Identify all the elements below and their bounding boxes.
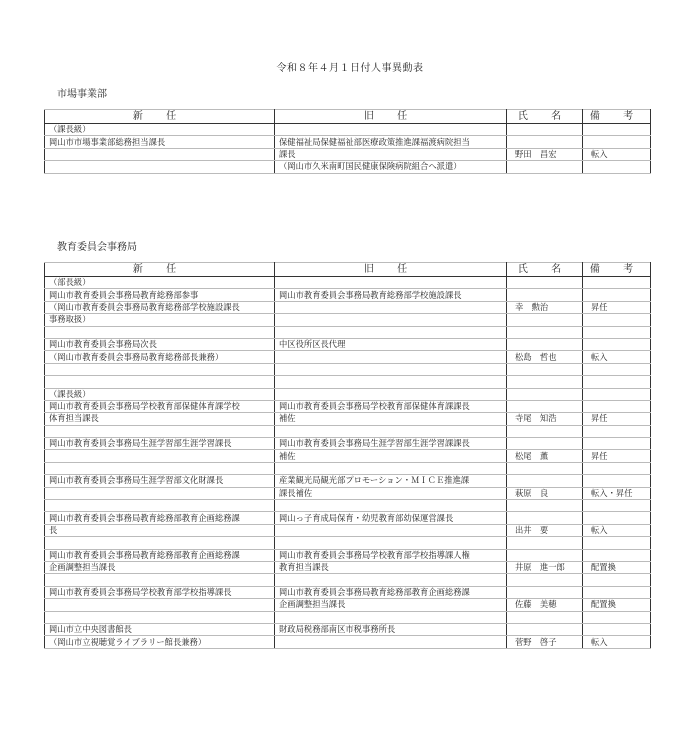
cell-old-position: 岡山市教育委員会事務局学校教育部学校指導課人権: [275, 549, 507, 561]
cell-note: [583, 161, 651, 173]
cell-new-position: [45, 363, 275, 375]
table-row: [45, 512, 651, 524]
cell-old-position: [275, 425, 507, 437]
cell-name: 出井 要: [507, 524, 583, 536]
table-row: [45, 148, 651, 160]
cell-new-position: [45, 376, 275, 388]
cell-note: [583, 574, 651, 586]
cell-new-position: （課長級）: [45, 388, 275, 400]
cell-new-position: [45, 487, 275, 499]
cell-new-position: [45, 450, 275, 462]
table-row: [45, 611, 651, 623]
cell-old-position: [275, 500, 507, 512]
cell-old-position: 岡山市教育委員会事務局教育総務部学校施設課長: [275, 289, 507, 301]
cell-note: [583, 289, 651, 301]
cell-new-position: 長: [45, 524, 275, 536]
cell-old-position: [275, 351, 507, 363]
table-row: [45, 586, 651, 598]
cell-old-position: 中区役所区長代理: [275, 338, 507, 350]
cell-note: 配置換: [583, 561, 651, 573]
cell-note: [583, 400, 651, 412]
cell-old-position: 補佐: [275, 450, 507, 462]
table-row: [45, 475, 651, 487]
table-row: [45, 438, 651, 450]
cell-name: [507, 289, 583, 301]
personnel-table-education: [44, 262, 651, 649]
table-row: [45, 388, 651, 400]
cell-new-position: 岡山市教育委員会事務局次長: [45, 338, 275, 350]
cell-note: [583, 623, 651, 635]
cell-new-position: [45, 537, 275, 549]
cell-name: [507, 376, 583, 388]
cell-note: [583, 124, 651, 136]
cell-note: 昇任: [583, 413, 651, 425]
section-title-market: 市場事業部: [57, 89, 107, 100]
cell-note: [583, 388, 651, 400]
cell-new-position: [45, 611, 275, 623]
cell-new-position: 岡山市教育委員会事務局生涯学習部生涯学習課長: [45, 438, 275, 450]
table-row: [45, 487, 651, 499]
table-row: [45, 326, 651, 338]
document-title: 令和８年４月１日付人事異動表: [276, 63, 424, 74]
section-title-education: 教育委員会事務局: [57, 242, 137, 253]
cell-name: [507, 475, 583, 487]
cell-old-position: 産業観光局観光部プロモーション・ＭＩＣＥ推進課: [275, 475, 507, 487]
cell-name: 佐藤 美穂: [507, 599, 583, 611]
cell-new-position: （部長級）: [45, 277, 275, 289]
cell-old-position: [275, 574, 507, 586]
cell-name: 野田 昌宏: [507, 148, 583, 160]
cell-name: [507, 537, 583, 549]
cell-note: 配置換: [583, 599, 651, 611]
cell-note: [583, 549, 651, 561]
cell-note: [583, 363, 651, 375]
cell-new-position: [45, 161, 275, 173]
cell-name: [507, 425, 583, 437]
cell-old-position: 財政局税務部南区市税事務所長: [275, 623, 507, 635]
cell-old-position: [275, 363, 507, 375]
cell-new-position: 岡山市教育委員会事務局教育総務部教育企画総務課: [45, 512, 275, 524]
cell-name: [507, 277, 583, 289]
cell-name: 寺尾 知浩: [507, 413, 583, 425]
cell-name: 松島 哲也: [507, 351, 583, 363]
table-row: [45, 161, 651, 173]
cell-new-position: [45, 462, 275, 474]
cell-new-position: 岡山市教育委員会事務局学校教育部学校指導課長: [45, 586, 275, 598]
cell-old-position: [275, 388, 507, 400]
cell-name: [507, 623, 583, 635]
cell-note: 昇任: [583, 450, 651, 462]
cell-old-position: [275, 301, 507, 313]
cell-new-position: [45, 148, 275, 160]
table-row: [45, 136, 651, 148]
table-row: [45, 636, 651, 648]
cell-note: 昇任: [583, 301, 651, 313]
cell-name: [507, 611, 583, 623]
cell-new-position: [45, 326, 275, 338]
table-row: [45, 351, 651, 363]
cell-name: [507, 574, 583, 586]
table-row: [45, 574, 651, 586]
cell-name: [507, 586, 583, 598]
cell-old-position: [275, 462, 507, 474]
table-row: [45, 413, 651, 425]
header-note: 備 考: [583, 110, 651, 124]
cell-name: 井原 進一郎: [507, 561, 583, 573]
table-row: [45, 549, 651, 561]
cell-new-position: 企画調整担当課長: [45, 561, 275, 573]
table-row: [45, 363, 651, 375]
cell-note: [583, 611, 651, 623]
cell-name: [507, 500, 583, 512]
cell-note: [583, 425, 651, 437]
cell-note: [583, 277, 651, 289]
table-row: [45, 277, 651, 289]
cell-new-position: （課長級）: [45, 124, 275, 136]
cell-old-position: （岡山市久米南町国民健康保険病院組合へ派遣）: [275, 161, 507, 173]
table-row: [45, 124, 651, 136]
cell-name: [507, 326, 583, 338]
cell-old-position: [275, 524, 507, 536]
table-row: [45, 462, 651, 474]
cell-note: [583, 136, 651, 148]
cell-new-position: 岡山市教育委員会事務局学校教育部保健体育課学校: [45, 400, 275, 412]
cell-old-position: [275, 124, 507, 136]
cell-old-position: [275, 611, 507, 623]
cell-name: [507, 400, 583, 412]
cell-old-position: 課長補佐: [275, 487, 507, 499]
cell-new-position: （岡山市立視聴覚ライブラリー館長兼務）: [45, 636, 275, 648]
table-row: [45, 376, 651, 388]
table-row: [45, 314, 651, 326]
cell-name: 萩原 良: [507, 487, 583, 499]
cell-new-position: [45, 599, 275, 611]
table-row: [45, 400, 651, 412]
cell-name: [507, 549, 583, 561]
cell-old-position: 補佐: [275, 413, 507, 425]
cell-note: 転入: [583, 351, 651, 363]
cell-name: [507, 161, 583, 173]
cell-new-position: （岡山市教育委員会事務局教育総務部学校施設課長: [45, 301, 275, 313]
cell-name: [507, 124, 583, 136]
cell-name: [507, 388, 583, 400]
header-old-position: 旧 任: [275, 110, 507, 124]
cell-note: [583, 314, 651, 326]
cell-old-position: 教育担当課長: [275, 561, 507, 573]
cell-old-position: [275, 376, 507, 388]
cell-note: [583, 462, 651, 474]
cell-old-position: [275, 537, 507, 549]
cell-name: [507, 136, 583, 148]
cell-note: [583, 512, 651, 524]
header-name: 氏 名: [507, 110, 583, 124]
cell-name: [507, 462, 583, 474]
table-row: [45, 450, 651, 462]
cell-new-position: 岡山市立中央図書館長: [45, 623, 275, 635]
cell-note: [583, 586, 651, 598]
header-new-position: 新 任: [45, 263, 275, 277]
cell-note: [583, 376, 651, 388]
cell-note: [583, 537, 651, 549]
cell-new-position: [45, 574, 275, 586]
table-row: [45, 425, 651, 437]
cell-old-position: 岡山っ子育成局保育・幼児教育部幼保運営課長: [275, 512, 507, 524]
table-row: [45, 537, 651, 549]
personnel-table-market: [44, 109, 651, 174]
cell-new-position: 岡山市教育委員会事務局教育総務部参事: [45, 289, 275, 301]
cell-note: [583, 438, 651, 450]
table-row: [45, 338, 651, 350]
cell-name: 松尾 薫: [507, 450, 583, 462]
cell-new-position: [45, 425, 275, 437]
cell-note: [583, 500, 651, 512]
cell-old-position: 企画調整担当課長: [275, 599, 507, 611]
cell-new-position: [45, 500, 275, 512]
cell-old-position: 保健福祉局保健福祉部医療政策推進課福渡病院担当: [275, 136, 507, 148]
cell-name: [507, 363, 583, 375]
cell-old-position: 岡山市教育委員会事務局学校教育部保健体育課課長: [275, 400, 507, 412]
cell-new-position: 岡山市教育委員会事務局教育総務部教育企画総務課: [45, 549, 275, 561]
table-row: [45, 301, 651, 313]
cell-name: [507, 338, 583, 350]
cell-note: 転入: [583, 524, 651, 536]
cell-old-position: 岡山市教育委員会事務局生涯学習部生涯学習課課長: [275, 438, 507, 450]
cell-note: [583, 326, 651, 338]
cell-old-position: [275, 636, 507, 648]
cell-name: 菅野 啓子: [507, 636, 583, 648]
cell-old-position: [275, 277, 507, 289]
table-row: [45, 561, 651, 573]
cell-note: 転入: [583, 636, 651, 648]
header-note: 備 考: [583, 263, 651, 277]
table-row: [45, 623, 651, 635]
table-row: [45, 524, 651, 536]
cell-new-position: 体育担当課長: [45, 413, 275, 425]
table-row: [45, 599, 651, 611]
cell-name: [507, 512, 583, 524]
cell-note: [583, 475, 651, 487]
cell-old-position: [275, 314, 507, 326]
cell-old-position: [275, 326, 507, 338]
cell-name: [507, 314, 583, 326]
cell-name: 幸 勲治: [507, 301, 583, 313]
table-row: [45, 500, 651, 512]
cell-old-position: 岡山市教育委員会事務局教育総務部教育企画総務課: [275, 586, 507, 598]
header-new-position: 新 任: [45, 110, 275, 124]
cell-name: [507, 438, 583, 450]
cell-note: [583, 338, 651, 350]
cell-new-position: 岡山市市場事業部総務担当課長: [45, 136, 275, 148]
cell-old-position: 課長: [275, 148, 507, 160]
table-row: [45, 289, 651, 301]
cell-note: 転入: [583, 148, 651, 160]
cell-new-position: 岡山市教育委員会事務局生涯学習部文化財課長: [45, 475, 275, 487]
header-name: 氏 名: [507, 263, 583, 277]
header-old-position: 旧 任: [275, 263, 507, 277]
cell-new-position: （岡山市教育委員会事務局教育総務部長兼務）: [45, 351, 275, 363]
cell-new-position: 事務取扱）: [45, 314, 275, 326]
cell-note: 転入・昇任: [583, 487, 651, 499]
